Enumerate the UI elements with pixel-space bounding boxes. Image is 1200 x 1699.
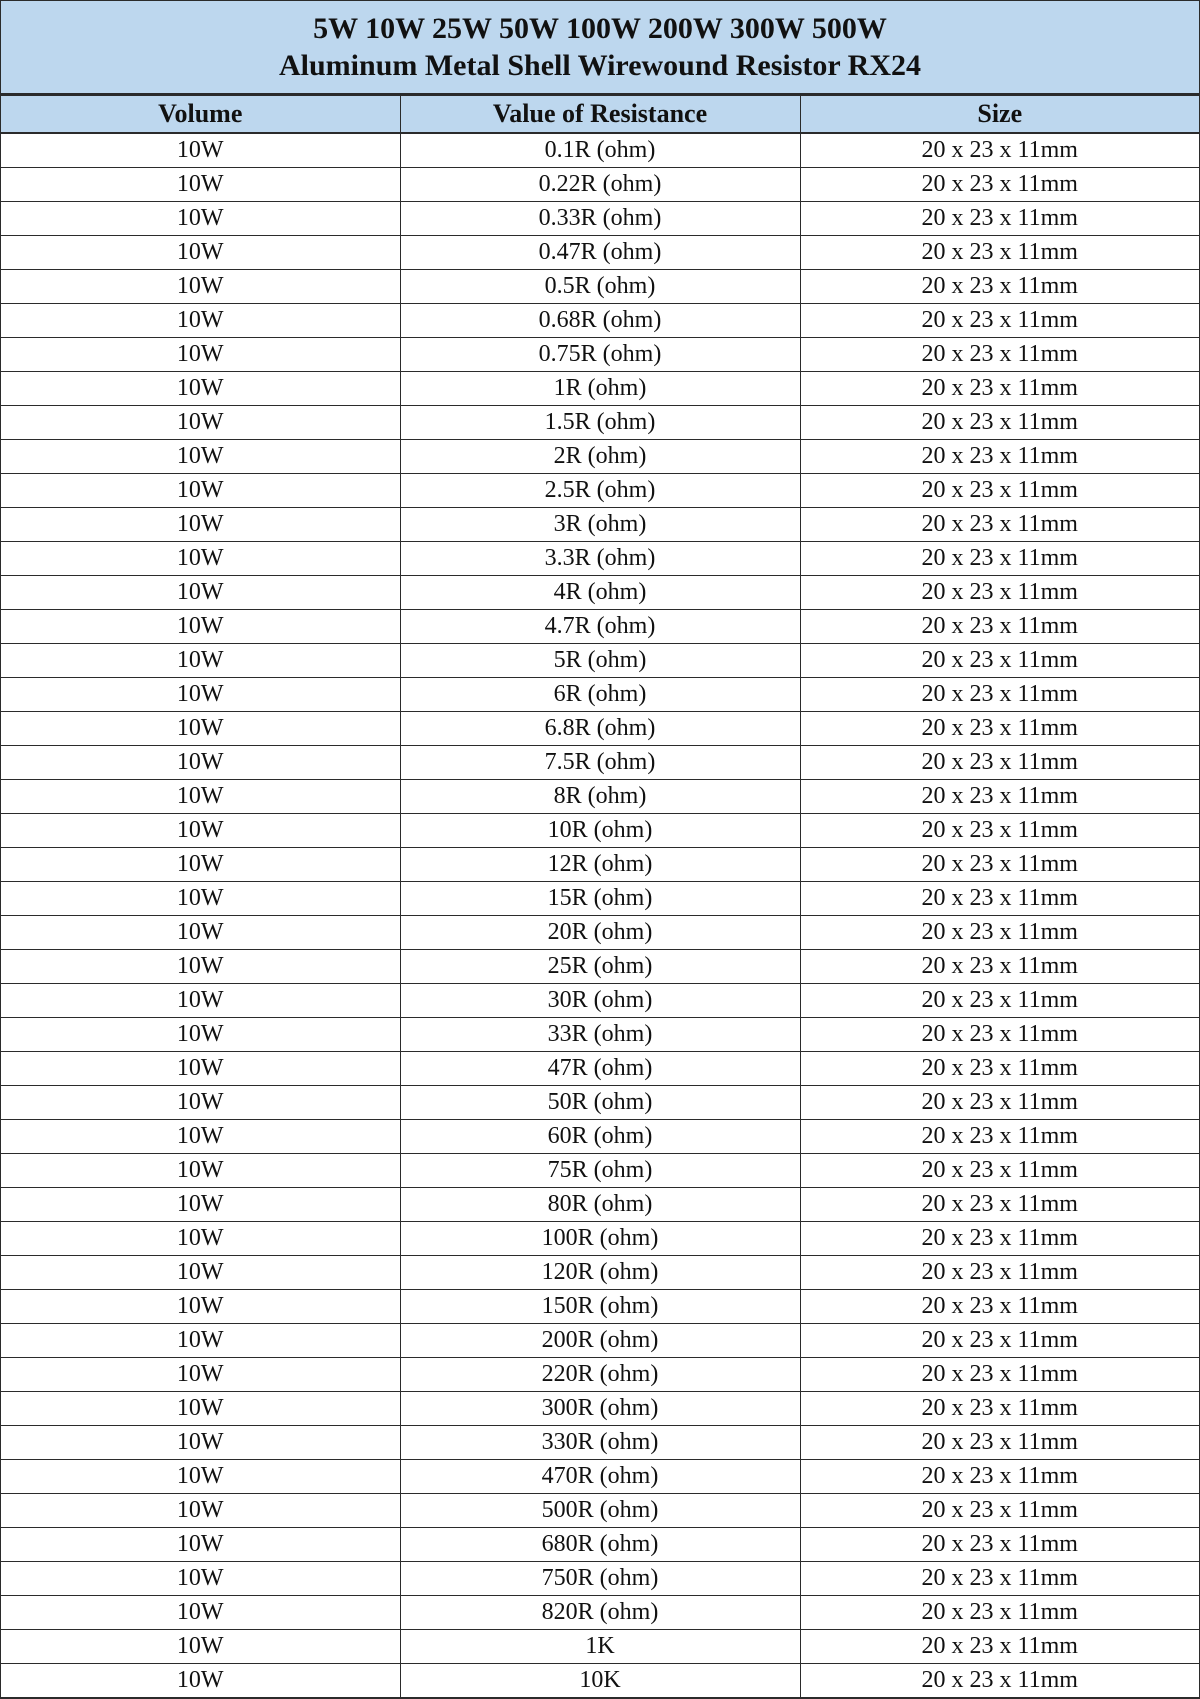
table-row: [1, 167, 1199, 201]
cell-size: 20 x 23 x 11mm: [800, 915, 1199, 949]
table-row: [1, 1323, 1199, 1357]
cell-size: 20 x 23 x 11mm: [800, 983, 1199, 1017]
cell-volume: 10W: [1, 269, 400, 303]
cell-resistance: 0.75R (ohm): [400, 337, 800, 371]
cell-size: 20 x 23 x 11mm: [800, 269, 1199, 303]
table-row: [1, 1425, 1199, 1459]
table-row: [1, 881, 1199, 915]
table-row: [1, 1221, 1199, 1255]
table-row: [1, 1595, 1199, 1629]
cell-volume: 10W: [1, 1085, 400, 1119]
table-row: [1, 405, 1199, 439]
cell-resistance: 33R (ohm): [400, 1017, 800, 1051]
table-row: [1, 1459, 1199, 1493]
cell-volume: 10W: [1, 1391, 400, 1425]
cell-resistance: 300R (ohm): [400, 1391, 800, 1425]
cell-volume: 10W: [1, 1051, 400, 1085]
cell-size: 20 x 23 x 11mm: [800, 1323, 1199, 1357]
table-row: [1, 1085, 1199, 1119]
cell-resistance: 75R (ohm): [400, 1153, 800, 1187]
cell-resistance: 2.5R (ohm): [400, 473, 800, 507]
cell-size: 20 x 23 x 11mm: [800, 235, 1199, 269]
cell-resistance: 100R (ohm): [400, 1221, 800, 1255]
cell-resistance: 220R (ohm): [400, 1357, 800, 1391]
table-row: [1, 779, 1199, 813]
table-row: [1, 1051, 1199, 1085]
cell-volume: 10W: [1, 473, 400, 507]
cell-resistance: 470R (ohm): [400, 1459, 800, 1493]
cell-volume: 10W: [1, 949, 400, 983]
cell-size: 20 x 23 x 11mm: [800, 711, 1199, 745]
cell-size: 20 x 23 x 11mm: [800, 133, 1199, 168]
cell-size: 20 x 23 x 11mm: [800, 167, 1199, 201]
cell-volume: 10W: [1, 1527, 400, 1561]
table-row: [1, 269, 1199, 303]
table-row: [1, 1663, 1199, 1697]
cell-volume: 10W: [1, 1663, 400, 1697]
cell-size: 20 x 23 x 11mm: [800, 1119, 1199, 1153]
table-row: [1, 439, 1199, 473]
cell-size: 20 x 23 x 11mm: [800, 1527, 1199, 1561]
table-row: [1, 133, 1199, 168]
cell-resistance: 80R (ohm): [400, 1187, 800, 1221]
cell-volume: 10W: [1, 1187, 400, 1221]
cell-resistance: 0.33R (ohm): [400, 201, 800, 235]
cell-resistance: 8R (ohm): [400, 779, 800, 813]
table-row: [1, 1255, 1199, 1289]
cell-resistance: 60R (ohm): [400, 1119, 800, 1153]
cell-resistance: 0.68R (ohm): [400, 303, 800, 337]
cell-volume: 10W: [1, 371, 400, 405]
cell-volume: 10W: [1, 1153, 400, 1187]
cell-volume: 10W: [1, 303, 400, 337]
cell-volume: 10W: [1, 1289, 400, 1323]
cell-size: 20 x 23 x 11mm: [800, 813, 1199, 847]
cell-volume: 10W: [1, 541, 400, 575]
cell-size: 20 x 23 x 11mm: [800, 677, 1199, 711]
cell-resistance: 0.22R (ohm): [400, 167, 800, 201]
cell-volume: 10W: [1, 507, 400, 541]
cell-size: 20 x 23 x 11mm: [800, 1629, 1199, 1663]
cell-resistance: 330R (ohm): [400, 1425, 800, 1459]
cell-resistance: 6R (ohm): [400, 677, 800, 711]
cell-resistance: 12R (ohm): [400, 847, 800, 881]
table-row: [1, 1357, 1199, 1391]
cell-resistance: 2R (ohm): [400, 439, 800, 473]
cell-resistance: 20R (ohm): [400, 915, 800, 949]
cell-volume: 10W: [1, 1017, 400, 1051]
cell-size: 20 x 23 x 11mm: [800, 847, 1199, 881]
header-row: [1, 96, 1199, 133]
title-block: [1, 1, 1199, 95]
table-row: [1, 1017, 1199, 1051]
table-row: [1, 711, 1199, 745]
cell-resistance: 120R (ohm): [400, 1255, 800, 1289]
cell-resistance: 0.47R (ohm): [400, 235, 800, 269]
cell-volume: 10W: [1, 201, 400, 235]
cell-size: 20 x 23 x 11mm: [800, 1391, 1199, 1425]
cell-size: 20 x 23 x 11mm: [800, 609, 1199, 643]
cell-volume: 10W: [1, 439, 400, 473]
cell-size: 20 x 23 x 11mm: [800, 1187, 1199, 1221]
cell-resistance: 0.5R (ohm): [400, 269, 800, 303]
cell-resistance: 10K: [400, 1663, 800, 1697]
table-row: [1, 235, 1199, 269]
cell-resistance: 10R (ohm): [400, 813, 800, 847]
cell-size: 20 x 23 x 11mm: [800, 337, 1199, 371]
cell-size: 20 x 23 x 11mm: [800, 881, 1199, 915]
cell-resistance: 15R (ohm): [400, 881, 800, 915]
cell-size: 20 x 23 x 11mm: [800, 1153, 1199, 1187]
table-body: [1, 133, 1199, 1698]
cell-volume: 10W: [1, 1119, 400, 1153]
cell-resistance: 500R (ohm): [400, 1493, 800, 1527]
cell-size: 20 x 23 x 11mm: [800, 405, 1199, 439]
cell-size: 20 x 23 x 11mm: [800, 745, 1199, 779]
cell-volume: 10W: [1, 1323, 400, 1357]
cell-volume: 10W: [1, 745, 400, 779]
cell-volume: 10W: [1, 1561, 400, 1595]
table-row: [1, 813, 1199, 847]
cell-volume: 10W: [1, 711, 400, 745]
cell-volume: 10W: [1, 575, 400, 609]
table-row: [1, 1629, 1199, 1663]
cell-size: 20 x 23 x 11mm: [800, 1561, 1199, 1595]
cell-size: 20 x 23 x 11mm: [800, 1595, 1199, 1629]
table-row: [1, 575, 1199, 609]
cell-size: 20 x 23 x 11mm: [800, 371, 1199, 405]
header-resistance: Value of Resistance: [400, 96, 800, 133]
cell-volume: 10W: [1, 1493, 400, 1527]
cell-volume: 10W: [1, 643, 400, 677]
table-row: [1, 915, 1199, 949]
cell-size: 20 x 23 x 11mm: [800, 541, 1199, 575]
cell-resistance: 6.8R (ohm): [400, 711, 800, 745]
cell-volume: 10W: [1, 881, 400, 915]
resistance-table: [1, 95, 1199, 1698]
cell-resistance: 0.1R (ohm): [400, 133, 800, 168]
table-row: [1, 643, 1199, 677]
cell-size: 20 x 23 x 11mm: [800, 1221, 1199, 1255]
header-volume: Volume: [1, 96, 400, 133]
table-row: [1, 847, 1199, 881]
cell-resistance: 1R (ohm): [400, 371, 800, 405]
cell-size: 20 x 23 x 11mm: [800, 1085, 1199, 1119]
cell-resistance: 3R (ohm): [400, 507, 800, 541]
cell-volume: 10W: [1, 1255, 400, 1289]
table-row: [1, 541, 1199, 575]
cell-volume: 10W: [1, 235, 400, 269]
cell-volume: 10W: [1, 337, 400, 371]
title-power-ratings: 5W 10W 25W 50W 100W 200W 300W 500W: [313, 12, 887, 45]
cell-resistance: 30R (ohm): [400, 983, 800, 1017]
cell-volume: 10W: [1, 1357, 400, 1391]
table-row: [1, 1119, 1199, 1153]
cell-resistance: 1K: [400, 1629, 800, 1663]
cell-volume: 10W: [1, 133, 400, 168]
cell-size: 20 x 23 x 11mm: [800, 1051, 1199, 1085]
table-row: [1, 1493, 1199, 1527]
cell-resistance: 5R (ohm): [400, 643, 800, 677]
cell-size: 20 x 23 x 11mm: [800, 507, 1199, 541]
cell-volume: 10W: [1, 813, 400, 847]
cell-resistance: 150R (ohm): [400, 1289, 800, 1323]
table-header: [1, 96, 1199, 133]
cell-size: 20 x 23 x 11mm: [800, 1459, 1199, 1493]
table-row: [1, 745, 1199, 779]
cell-size: 20 x 23 x 11mm: [800, 779, 1199, 813]
cell-size: 20 x 23 x 11mm: [800, 1425, 1199, 1459]
cell-size: 20 x 23 x 11mm: [800, 1255, 1199, 1289]
table-row: [1, 1289, 1199, 1323]
cell-volume: 10W: [1, 1221, 400, 1255]
cell-size: 20 x 23 x 11mm: [800, 439, 1199, 473]
title-product-name: Aluminum Metal Shell Wirewound Resistor RX24: [279, 49, 921, 82]
cell-size: 20 x 23 x 11mm: [800, 1357, 1199, 1391]
cell-size: 20 x 23 x 11mm: [800, 201, 1199, 235]
table-row: [1, 201, 1199, 235]
cell-resistance: 680R (ohm): [400, 1527, 800, 1561]
table-row: [1, 337, 1199, 371]
cell-resistance: 47R (ohm): [400, 1051, 800, 1085]
cell-volume: 10W: [1, 983, 400, 1017]
table-row: [1, 371, 1199, 405]
cell-resistance: 3.3R (ohm): [400, 541, 800, 575]
cell-volume: 10W: [1, 609, 400, 643]
table-row: [1, 609, 1199, 643]
table-row: [1, 507, 1199, 541]
cell-volume: 10W: [1, 1425, 400, 1459]
cell-size: 20 x 23 x 11mm: [800, 473, 1199, 507]
cell-resistance: 4.7R (ohm): [400, 609, 800, 643]
table-row: [1, 677, 1199, 711]
cell-resistance: 4R (ohm): [400, 575, 800, 609]
cell-resistance: 7.5R (ohm): [400, 745, 800, 779]
cell-size: 20 x 23 x 11mm: [800, 1493, 1199, 1527]
cell-size: 20 x 23 x 11mm: [800, 303, 1199, 337]
cell-size: 20 x 23 x 11mm: [800, 575, 1199, 609]
table-row: [1, 1527, 1199, 1561]
cell-volume: 10W: [1, 779, 400, 813]
cell-volume: 10W: [1, 1595, 400, 1629]
cell-size: 20 x 23 x 11mm: [800, 643, 1199, 677]
cell-volume: 10W: [1, 915, 400, 949]
table-row: [1, 1187, 1199, 1221]
header-size: Size: [800, 96, 1199, 133]
cell-size: 20 x 23 x 11mm: [800, 1663, 1199, 1697]
table-row: [1, 1153, 1199, 1187]
table-row: [1, 1391, 1199, 1425]
cell-size: 20 x 23 x 11mm: [800, 1017, 1199, 1051]
table-row: [1, 1561, 1199, 1595]
cell-size: 20 x 23 x 11mm: [800, 949, 1199, 983]
cell-resistance: 820R (ohm): [400, 1595, 800, 1629]
cell-resistance: 200R (ohm): [400, 1323, 800, 1357]
cell-volume: 10W: [1, 1459, 400, 1493]
cell-volume: 10W: [1, 847, 400, 881]
table-row: [1, 303, 1199, 337]
table-row: [1, 949, 1199, 983]
cell-volume: 10W: [1, 1629, 400, 1663]
cell-resistance: 1.5R (ohm): [400, 405, 800, 439]
table-row: [1, 983, 1199, 1017]
cell-volume: 10W: [1, 167, 400, 201]
cell-volume: 10W: [1, 405, 400, 439]
cell-volume: 10W: [1, 677, 400, 711]
cell-resistance: 50R (ohm): [400, 1085, 800, 1119]
table-row: [1, 473, 1199, 507]
cell-resistance: 750R (ohm): [400, 1561, 800, 1595]
cell-resistance: 25R (ohm): [400, 949, 800, 983]
cell-size: 20 x 23 x 11mm: [800, 1289, 1199, 1323]
